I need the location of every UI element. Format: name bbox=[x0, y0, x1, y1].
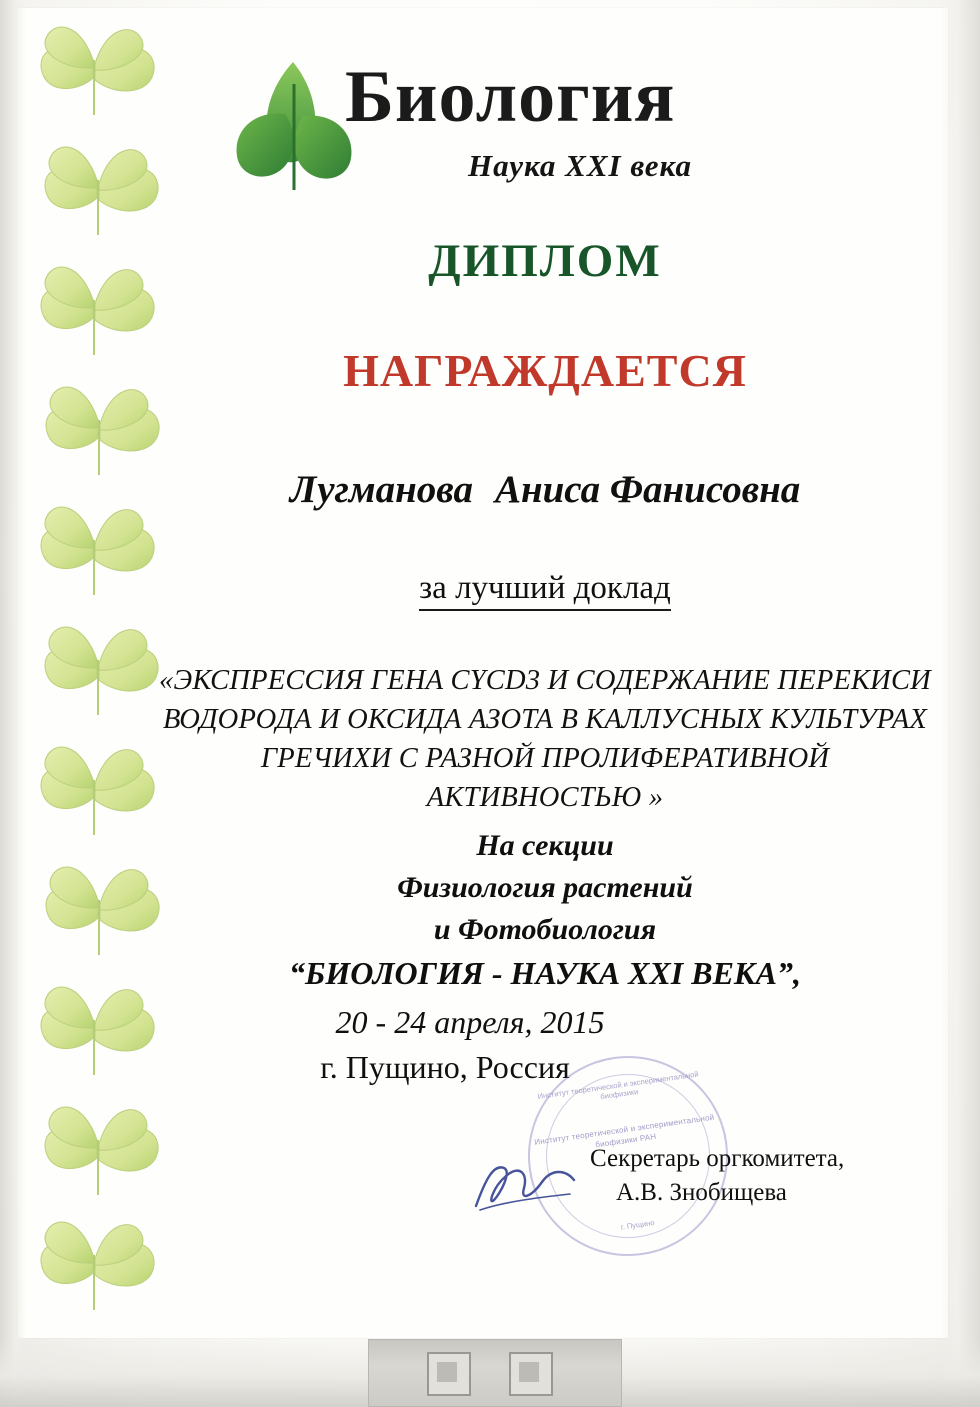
recipient-first-patronymic: Аниса Фанисовна bbox=[494, 468, 801, 511]
scan-edge-shadow-right bbox=[940, 0, 980, 1407]
leaf-logo-icon bbox=[225, 54, 365, 204]
stamp-center-text: Институт теоретической и экспериментальной биофизики РАН bbox=[533, 1112, 715, 1150]
handwritten-signature-icon bbox=[470, 1148, 590, 1224]
scanner-marker-icon bbox=[427, 1352, 471, 1396]
scan-edge-shadow-left bbox=[0, 0, 26, 1407]
signature-block bbox=[590, 1142, 910, 1210]
awarded-heading: НАГРАЖДАЕТСЯ bbox=[343, 345, 747, 396]
signature-name: А.В. Знобищева bbox=[616, 1179, 787, 1206]
journal-title: Биология bbox=[345, 56, 676, 138]
section-line-2: и Фотобиология bbox=[433, 913, 657, 946]
journal-subtitle: Наука XXI века bbox=[468, 148, 692, 183]
recipient-last-name: Лугманова bbox=[289, 468, 473, 511]
stamp-top-text: Институт теоретической и экспериментальной биофизики bbox=[537, 1069, 700, 1102]
conference-dates: 20 - 24 апреля, 2015 bbox=[335, 1004, 605, 1040]
award-reason: за лучший доклад bbox=[419, 570, 671, 611]
scanner-bottom-bar bbox=[368, 1339, 622, 1407]
stamp-bottom-text: г. Пущино bbox=[620, 1218, 656, 1232]
journal-logo bbox=[195, 36, 835, 216]
recipient-name bbox=[150, 467, 940, 512]
diploma-heading: ДИПЛОМ bbox=[428, 235, 662, 287]
section-line-1: Физиология растений bbox=[397, 871, 693, 904]
conference-name: “БИОЛОГИЯ - НАУКА XXI ВЕКА”, bbox=[289, 955, 801, 991]
conference-place: г. Пущино, Россия bbox=[320, 1049, 570, 1085]
section-prefix: На секции bbox=[476, 829, 614, 862]
signature-role: Секретарь оргкомитета, bbox=[590, 1145, 845, 1172]
talk-title: «ЭКСПРЕССИЯ ГЕНА CYCD3 И СОДЕРЖАНИЕ ПЕРЕКИСИ ВОДОРОДА И ОКСИДА АЗОТА В КАЛЛУСНЫХ КУЛЬТУРАХ ГРЕЧИХИ С РАЗНОЙ ПРОЛИФЕРАТИВНОЙ АКТИВНОСТЬЮ » bbox=[159, 665, 931, 813]
certificate-body bbox=[150, 228, 940, 1086]
scanner-marker-icon bbox=[509, 1352, 553, 1396]
